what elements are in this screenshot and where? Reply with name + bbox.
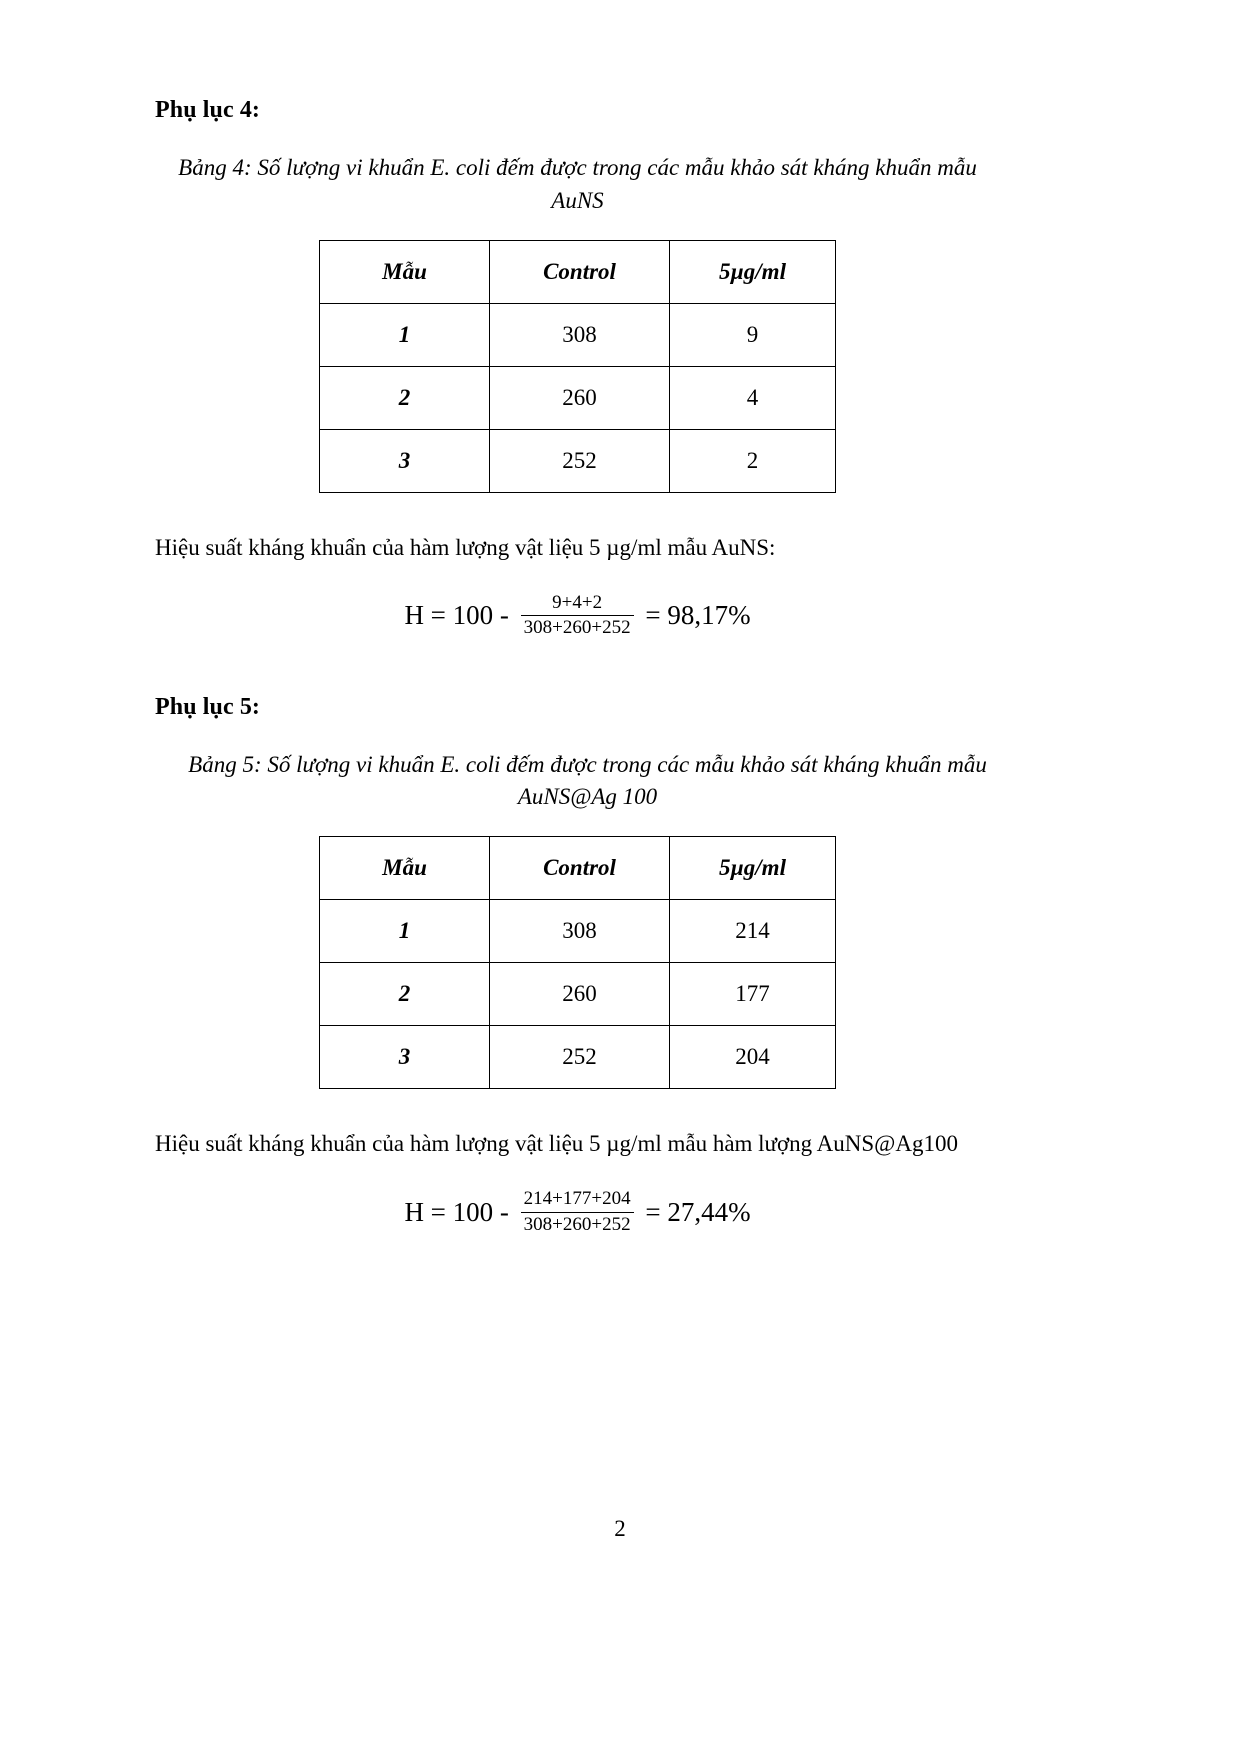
formula-result: = 27,44% bbox=[638, 1196, 751, 1227]
column-header-sample: Mẫu bbox=[320, 240, 490, 303]
cell-sample: 3 bbox=[320, 429, 490, 492]
column-header-control: Control bbox=[490, 240, 670, 303]
column-header-control: Control bbox=[490, 837, 670, 900]
formula-denominator: 308+260+252 bbox=[521, 615, 634, 639]
cell-concentration: 204 bbox=[670, 1026, 836, 1089]
formula-fraction bbox=[521, 1188, 634, 1236]
document-content bbox=[155, 95, 1000, 1236]
formula-numerator: 214+177+204 bbox=[523, 1188, 631, 1210]
cell-concentration: 4 bbox=[670, 366, 836, 429]
column-header-concentration: 5µg/ml bbox=[670, 240, 836, 303]
efficiency-formula-4 bbox=[155, 592, 1000, 640]
cell-sample: 1 bbox=[320, 303, 490, 366]
formula-result: = 98,17% bbox=[638, 600, 751, 631]
efficiency-description-4: Hiệu suất kháng khuẩn của hàm lượng vật liệu 5 µg/ml mẫu AuNS: bbox=[155, 534, 776, 560]
cell-concentration: 177 bbox=[670, 963, 836, 1026]
cell-concentration: 214 bbox=[670, 900, 836, 963]
formula-lead: H = 100 - bbox=[404, 600, 516, 631]
formula-lead: H = 100 - bbox=[404, 1196, 516, 1227]
formula-numerator: 9+4+2 bbox=[552, 591, 603, 613]
table-4 bbox=[319, 240, 836, 493]
section-appendix-5 bbox=[155, 692, 1000, 1237]
formula-fraction bbox=[521, 592, 634, 640]
table-row bbox=[320, 303, 836, 366]
table-caption-4: Bảng 4: Số lượng vi khuẩn E. coli đếm được trong các mẫu khảo sát kháng khuẩn mẫu AuNS bbox=[178, 155, 977, 213]
table-row bbox=[320, 366, 836, 429]
table-5 bbox=[319, 836, 836, 1089]
cell-concentration: 9 bbox=[670, 303, 836, 366]
table-header-row bbox=[320, 837, 836, 900]
column-header-concentration: 5µg/ml bbox=[670, 837, 836, 900]
cell-concentration: 2 bbox=[670, 429, 836, 492]
table-4-wrapper bbox=[155, 240, 1000, 493]
appendix-heading-5: Phụ lục 5: bbox=[155, 693, 261, 720]
cell-control: 252 bbox=[490, 1026, 670, 1089]
table-row bbox=[320, 1026, 836, 1089]
section-appendix-4 bbox=[155, 95, 1000, 640]
cell-control: 260 bbox=[490, 963, 670, 1026]
formula-denominator: 308+260+252 bbox=[521, 1212, 634, 1236]
table-header-row bbox=[320, 240, 836, 303]
table-row bbox=[320, 900, 836, 963]
table-row bbox=[320, 429, 836, 492]
table-row bbox=[320, 963, 836, 1026]
cell-sample: 2 bbox=[320, 963, 490, 1026]
efficiency-description-5: Hiệu suất kháng khuẩn của hàm lượng vật liệu 5 µg/ml mẫu hàm lượng AuNS@Ag100 bbox=[155, 1131, 958, 1157]
appendix-heading-4: Phụ lục 4: bbox=[155, 97, 261, 123]
cell-control: 260 bbox=[490, 366, 670, 429]
page-number: 2 bbox=[614, 1516, 626, 1541]
efficiency-formula-5 bbox=[155, 1188, 1000, 1236]
cell-sample: 2 bbox=[320, 366, 490, 429]
cell-control: 252 bbox=[490, 429, 670, 492]
cell-sample: 1 bbox=[320, 900, 490, 963]
table-5-wrapper bbox=[155, 836, 1000, 1089]
cell-sample: 3 bbox=[320, 1026, 490, 1089]
column-header-sample: Mẫu bbox=[320, 837, 490, 900]
cell-control: 308 bbox=[490, 900, 670, 963]
cell-control: 308 bbox=[490, 303, 670, 366]
table-caption-5: Bảng 5: Số lượng vi khuẩn E. coli đếm được trong các mẫu khảo sát kháng khuẩn mẫu AuNS@Ag 100 bbox=[188, 751, 987, 810]
